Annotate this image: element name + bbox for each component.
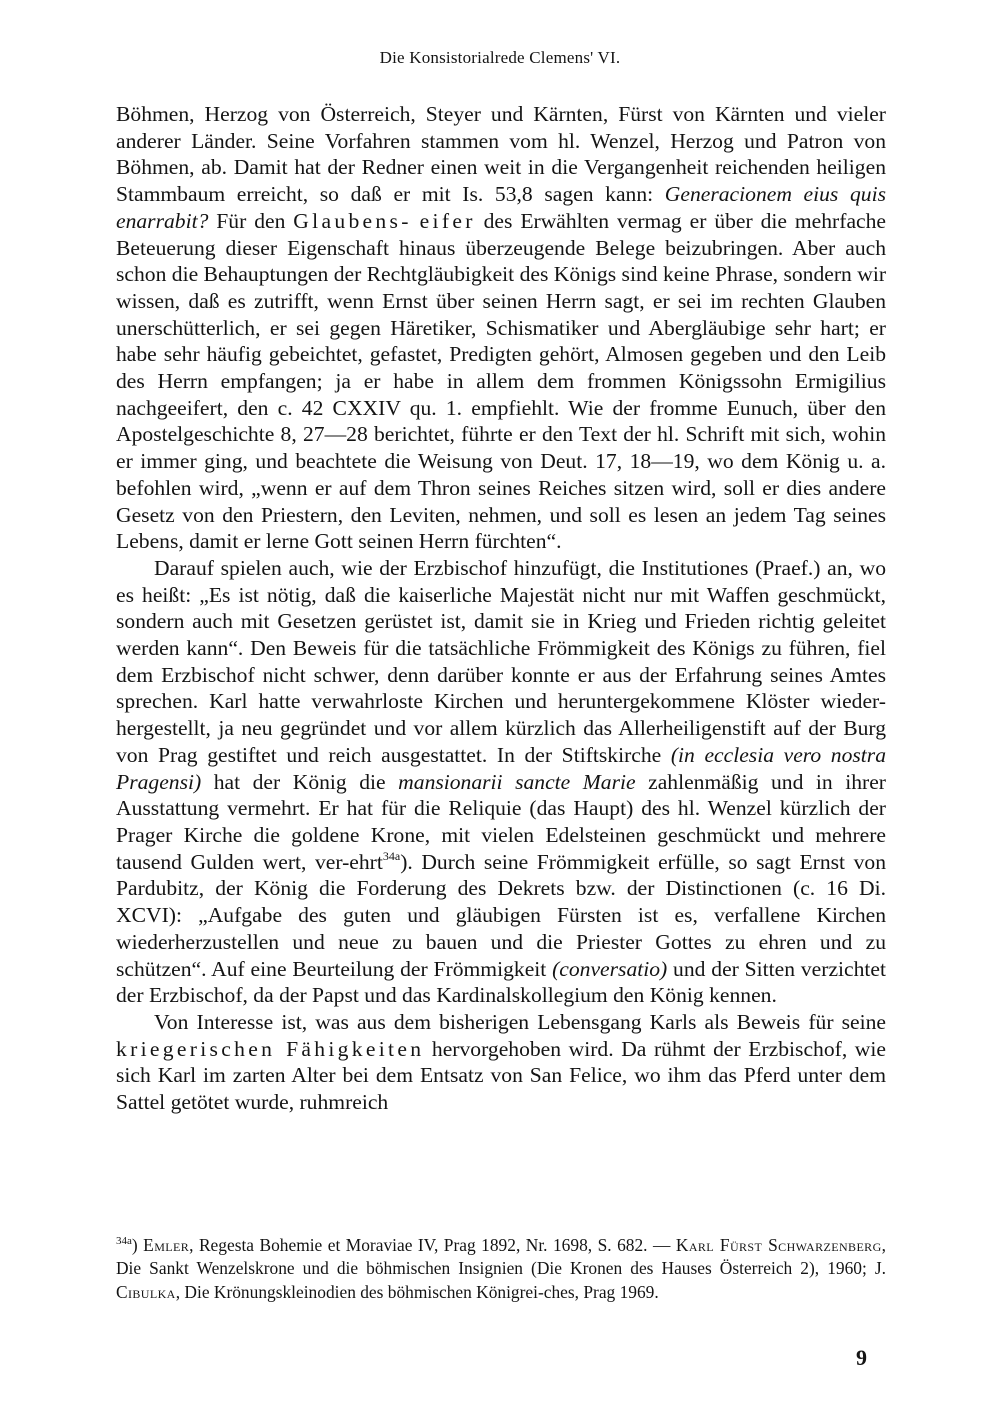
body-text <box>116 101 886 1116</box>
text-span: Darauf spielen auch, wie der Erzbischof hinzufügt, die Institutiones (Praef.) an, wo es heißt: „Es ist nötig, daß die kaiserliche Majestät nicht nur mit Waffen geschmückt, sondern auch mit Gesetzen gerüstet ist, damit sie in Krieg und Frieden richtig geleitet werden kann“. Den Beweis für die tatsächliche Frömmigkeit des Königs zu führen, fiel dem Erzbischof nicht schwer, denn darüber konnte er aus der Erfahrung seines Amtes sprechen. Karl hatte verwahrloste Kirchen und heruntergekommene Klöster wieder-hergestellt, ja neu gegründet und vor allem kürzlich das Allerheiligenstift auf der Burg von Prag gestiftet und reich ausgestattet. In der Stiftskirche <box>116 555 886 767</box>
text-span: hervorgehoben wird. Da rühmt der Erzbischof, wie sich Karl im zarten Alter bei dem Entsatz von San Felice, wo ihm das Pferd unter dem Sattel getötet wurde, ruhmreich <box>116 1036 886 1115</box>
text-span: ). Durch seine Frömmigkeit erfülle, so sagt Ernst von Pardubitz, der König die Forderung des Dekrets bzw. der Distinctionen (c. 16 Di. XCVI): „Aufgabe des guten und gläubigen Fürsten ist es, verfallene Kirchen wiederherzustellen und neue zu bauen und die Priester Gottes zu ehren und zu schützen“. Auf eine Beurteilung der Frömmigkeit <box>116 849 886 981</box>
spaced-term: Glaubens- <box>293 208 412 233</box>
latin-quote: Generacionem eius quis enarrabit? <box>116 182 886 233</box>
paragraph-3 <box>116 1009 886 1116</box>
footnote-34a <box>116 1234 886 1304</box>
latin-quote: mansionarii sancte Marie <box>398 769 636 794</box>
latin-quote: (conversatio) <box>552 956 668 981</box>
text-span: , Die Sankt Wenzelskrone und die böhmischen Insignien (Die Kronen des Hauses Österreich 2), 1960; J. <box>116 1235 887 1279</box>
author-name: Karl Fürst Schwarzenberg <box>675 1235 882 1255</box>
text-span: Böhmen, Herzog von Österreich, Steyer und Kärnten, Fürst von Kärnten und vieler anderer Länder. Seine Vorfahren stammen vom hl. Wenzel, Herzog und Patron von Böhmen, ab. Damit hat der Redner einen weit in die Vergangenheit reichenden heiligen Stammbaum erreicht, so daß er mit Is. 53,8 sagen kann: <box>116 102 886 207</box>
text-span: und der Sitten verzichtet der Erzbischof, da der Papst und das Kardinalskollegium den König kennen. <box>116 956 886 1008</box>
text-span: des Erwählten vermag er über die mehrfache Beteuerung dieser Eigenschaft hinaus überzeugende Belege beizubringen. Aber auch schon die Behauptungen der Rechtgläubigkeit des Königs sind keine Phrase, sondern wir wissen, daß es zutrifft, wenn Ernst über seinen Herrn sagt, er sei im rechten Glauben unerschütterlich, er sei gegen Häretiker, Schismatiker und Abergläubige sehr hart; er habe sehr häufig gebeichtet, gefastet, Predigten gehört, Almosen gegeben und den Leib des Herrn empfangen; ja er habe in allem dem frommen Königssohn Ermigilius nachgeeifert, den c. 42 CXXIV qu. 1. empfiehlt. Wie der fromme Eunuch, über den Apostelgeschichte 8, 27—28 berichtet, führte er den Text der hl. Schrift mit sich, wohin er immer ging, und beachtete die Weisung von Deut. 17, 18—19, wo dem König u. a. befohlen wird, „wenn er auf dem Thron seines Reiches sitzen wird, soll er dies andere Gesetz von den Priestern, den Leviten, nehmen, und soll es lesen an jedem Tag seines Lebens, damit er lerne Gott seinen Herrn fürchten“. <box>116 208 887 554</box>
footnote-reference: 34a <box>382 848 401 863</box>
text-span: zahlenmäßig und in ihrer Ausstattung vermehrt. Er hat für die Reliquie (das Haupt) des hl. Wenzel kürzlich der Prager Kirche die goldene Krone, mit vielen Edelsteinen geschmückt und mehrere tausend Gulden wert, ver-ehrt <box>116 769 886 874</box>
footnotes <box>116 1234 886 1304</box>
spaced-term: kriegerischen Fähigkeiten <box>116 1036 425 1061</box>
paragraph-2 <box>116 555 886 1009</box>
text-span: Für den <box>208 208 294 233</box>
author-name: Cibulka <box>116 1281 176 1302</box>
text-span: , Regesta Bohemie et Moraviae IV, Prag 1892, Nr. 1698, S. 682. — <box>189 1235 676 1255</box>
paragraph-1 <box>116 101 886 555</box>
spaced-term: eifer <box>419 208 476 233</box>
page-number: 9 <box>856 1345 867 1370</box>
running-head: Die Konsistorialrede Clemens' VI. <box>379 48 621 67</box>
text-span: hat der König die <box>201 769 399 794</box>
text-span: , Die Krönungskleinodien des böhmischen Königrei-ches, Prag 1969. <box>175 1281 659 1302</box>
text-span: Von Interesse ist, was aus dem bisherigen Lebensgang Karls als Beweis für seine <box>154 1009 886 1034</box>
author-name: Emler <box>143 1235 190 1255</box>
footnote-mark: 34a <box>116 1235 132 1247</box>
latin-quote: (in ecclesia vero nostra Pragensi) <box>116 742 886 794</box>
text-span: ) <box>131 1235 144 1255</box>
